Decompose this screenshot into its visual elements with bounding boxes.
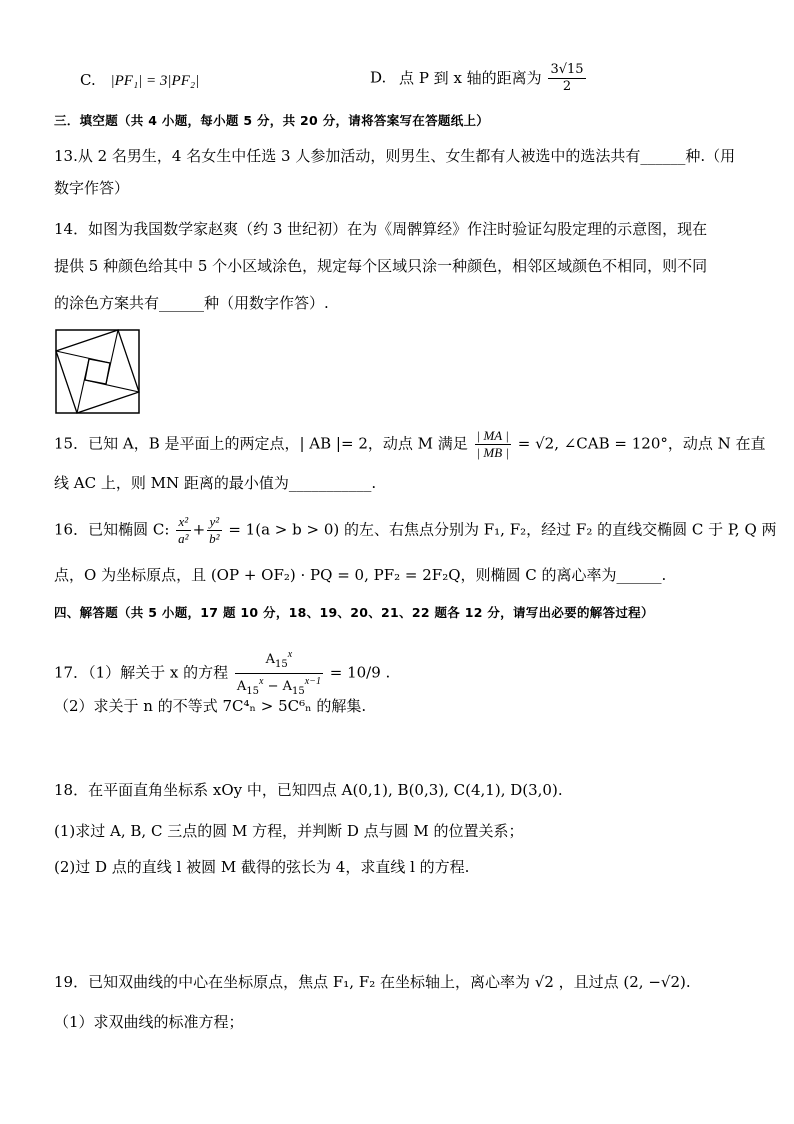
- option-d-den: 2: [562, 79, 572, 94]
- q15-line2: [54, 473, 754, 493]
- section-4-header: 四、解答题（共 5 小题，17 题 10 分，18、19、20、21、22 题各 12 分，请写出必要的解答过程）: [54, 605, 654, 620]
- section-3-header: 三．填空题（共 4 小题，每小题 5 分，共 20 分，请将答案写在答题纸上）: [54, 113, 490, 128]
- q13-text: 13.从 2 名男生，4 名女生中任选 3 人参加活动，则男生、女生都有人被选中的选法共有: [54, 147, 641, 165]
- option-d-num: 3√15: [550, 62, 584, 77]
- q17-line1: [54, 647, 754, 700]
- q13-text-end: 种.（用: [685, 147, 736, 165]
- q16-text-end: .: [661, 566, 667, 584]
- q15-fraction: [475, 428, 511, 461]
- q18-line2: (1)求过 A, B, C 三点的圆 M 方程，并判断 D 点与圆 M 的位置关系；: [54, 822, 524, 840]
- option-d-text: 点 P 到 x 轴的距离为: [399, 68, 542, 87]
- q15-text-end: .: [371, 474, 377, 492]
- option-d-fraction: [548, 62, 585, 95]
- q14-line2: 提供 5 种颜色给其中 5 个小区域涂色，规定每个区域只涂一种颜色，相邻区域颜色不相同，则不同: [54, 257, 708, 275]
- q16-frac-y: $\frac{\text{y²}}{\text{b²}}$: [209, 514, 220, 546]
- option-d-label: D.: [370, 68, 387, 87]
- q13-blank: ______: [640, 147, 686, 165]
- q15-blank: ___________: [288, 474, 372, 492]
- q15-text-b: = √2, ∠CAB = 120°，动点 N 在直: [517, 434, 766, 453]
- q16-line1: 16．已知椭圆 C: $\frac{\text{x²}}{\text{a²}}$ + $\frac{\text{y²}}{\text{b²}}$ = 1(a > b > 0) 的左、右焦点分别为 F₁, F₂，经过 F₂ 的直线交椭圆 C 于 P, Q 两: [54, 514, 777, 546]
- q14-text-end: 种（用数字作答）.: [204, 294, 329, 312]
- q15-frac-num: | MA |: [475, 428, 511, 445]
- q16-text-a: 16．已知椭圆 C:: [54, 520, 170, 539]
- q16-frac-x: $\frac{\text{x²}}{\text{a²}}$: [178, 514, 189, 546]
- q16-line2: [54, 565, 754, 585]
- option-c-expr: |PF₁| = 3|PF₂|: [110, 73, 200, 89]
- q17-eq: = 10/9 .: [329, 663, 391, 682]
- zhao-shuang-diagram: [55, 329, 140, 414]
- q16-text-b: = 1(a > b > 0) 的左、右焦点分别为 F₁, F₂，经过 F₂ 的直线交椭圆 C 于 P, Q 两: [228, 520, 777, 539]
- q17-line2: （2）求关于 n 的不等式 7C⁴ₙ > 5C⁶ₙ 的解集.: [54, 697, 367, 715]
- q17-text: 17．（1）解关于 x 的方程: [54, 663, 229, 682]
- q15-line1: [54, 428, 766, 461]
- q16-blank: ______: [616, 566, 662, 584]
- q18-line1: 18．在平面直角坐标系 xOy 中，已知四点 A(0,1), B(0,3), C(4,1), D(3,0).: [54, 781, 563, 799]
- option-c-label: C.: [80, 71, 96, 89]
- q17-fraction: $\frac{A_{15}^x}{A_{15}^x - A_{15}^{x-1}}$: [236, 649, 321, 697]
- q14-line1: 14．如图为我国数学家赵爽（约 3 世纪初）在为《周髀算经》作注时验证勾股定理的示意图，现在: [54, 220, 708, 238]
- q13-line2: 数字作答）: [54, 179, 130, 197]
- q15-text: 线 AC 上，则 MN 距离的最小值为: [54, 474, 289, 492]
- q19-line1: 19．已知双曲线的中心在坐标原点，焦点 F₁, F₂ 在坐标轴上，离心率为 √2 ，且过点 (2, −√2).: [54, 973, 691, 991]
- q13-line1: [54, 146, 754, 166]
- q19-line2: （1）求双曲线的标准方程；: [54, 1013, 244, 1031]
- q14-blank: ______: [159, 294, 205, 312]
- q18-line3: (2)过 D 点的直线 l 被圆 M 截得的弦长为 4，求直线 l 的方程.: [54, 858, 470, 876]
- q15-frac-den: | MB |: [476, 445, 509, 460]
- option-d: [370, 62, 730, 95]
- q15-text-a: 15．已知 A，B 是平面上的两定点，| AB |= 2，动点 M 满足: [54, 434, 468, 453]
- q16-text: 点，O 为坐标原点，且 (OP + OF₂) · PQ = 0, PF₂ = 2F₂Q，则椭圆 C 的离心率为: [54, 566, 617, 584]
- q14-text: 的涂色方案共有: [54, 294, 160, 312]
- q14-line3: [54, 293, 754, 313]
